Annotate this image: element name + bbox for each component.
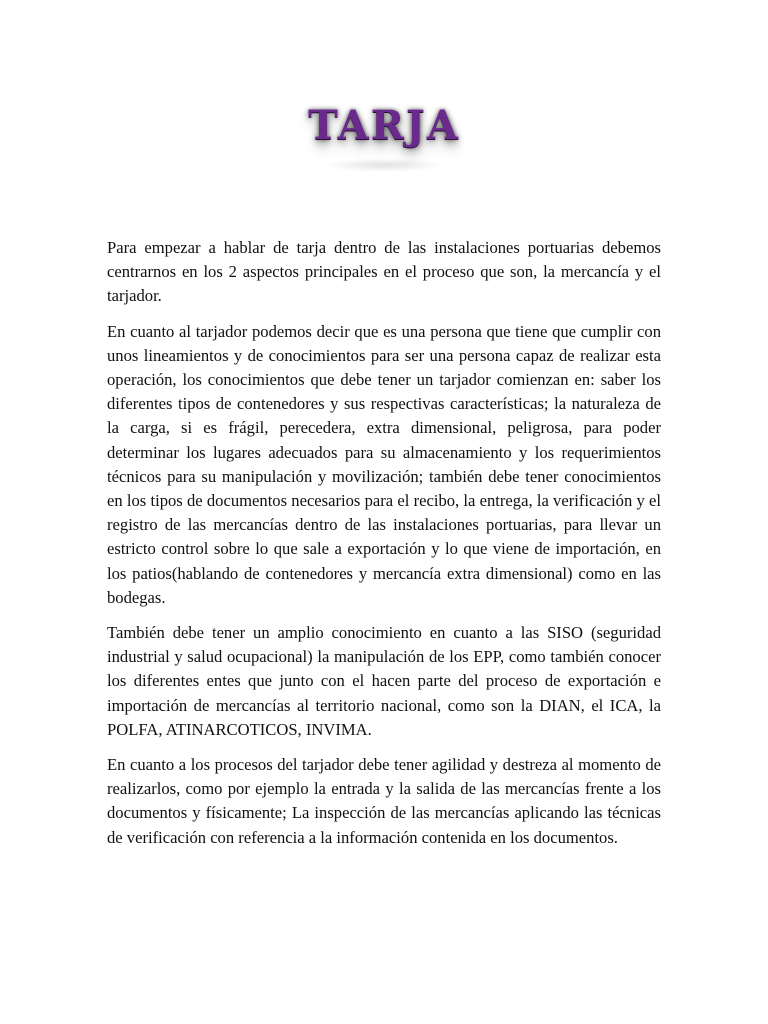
title-container: [0, 100, 768, 158]
paragraph-2: En cuanto al tarjador podemos decir que es una persona que tiene que cumplir con unos lineamientos y de conocimientos para ser una persona capaz de realizar esta operación, los conocimientos que debe tener un tarjador comienzan en: saber los diferentes tipos de contenedores y sus respectivas características; la naturaleza de la carga, si es frágil, perecedera, extra dimensional, peligrosa, para poder determinar los lugares adecuados para su almacenamiento y los requerimientos técnicos para su manipulación y movilización; también debe tener conocimientos en los tipos de documentos necesarios para el recibo, la entrega, la verificación y el registro de las mercancías dentro de las instalaciones portuarias, para llevar un estricto control sobre lo que sale a exportación y lo que viene de importación, en los patios(hablando de contenedores y mercancía extra dimensional) como en las bodegas.: [107, 321, 661, 607]
paragraph-4: En cuanto a los procesos del tarjador debe tener agilidad y destreza al momento de realizarlos, como por ejemplo la entrada y la salida de las mercancías frente a los documentos y físicamente; La inspección de las mercancías aplicando las técnicas de verificación con referencia a la información contenida en los documentos.: [107, 755, 661, 847]
document-body: [107, 236, 661, 861]
title-reflection: [0, 158, 768, 180]
paragraph-1: Para empezar a hablar de tarja dentro de las instalaciones portuarias debemos centrarnos en los 2 aspectos principales en el proceso que son, la mercancía y el tarjador.: [107, 238, 661, 306]
document-title: TARJA: [308, 102, 460, 149]
paragraph-3: También debe tener un amplio conocimiento en cuanto a las SISO (seguridad industrial y salud ocupacional) la manipulación de los EPP, como también conocer los diferentes entes que junto con el hacen parte del proceso de exportación e importación de mercancías al territorio nacional, como son la DIAN, el ICA, la POLFA, ATINARCOTICOS, INVIMA.: [107, 623, 661, 739]
